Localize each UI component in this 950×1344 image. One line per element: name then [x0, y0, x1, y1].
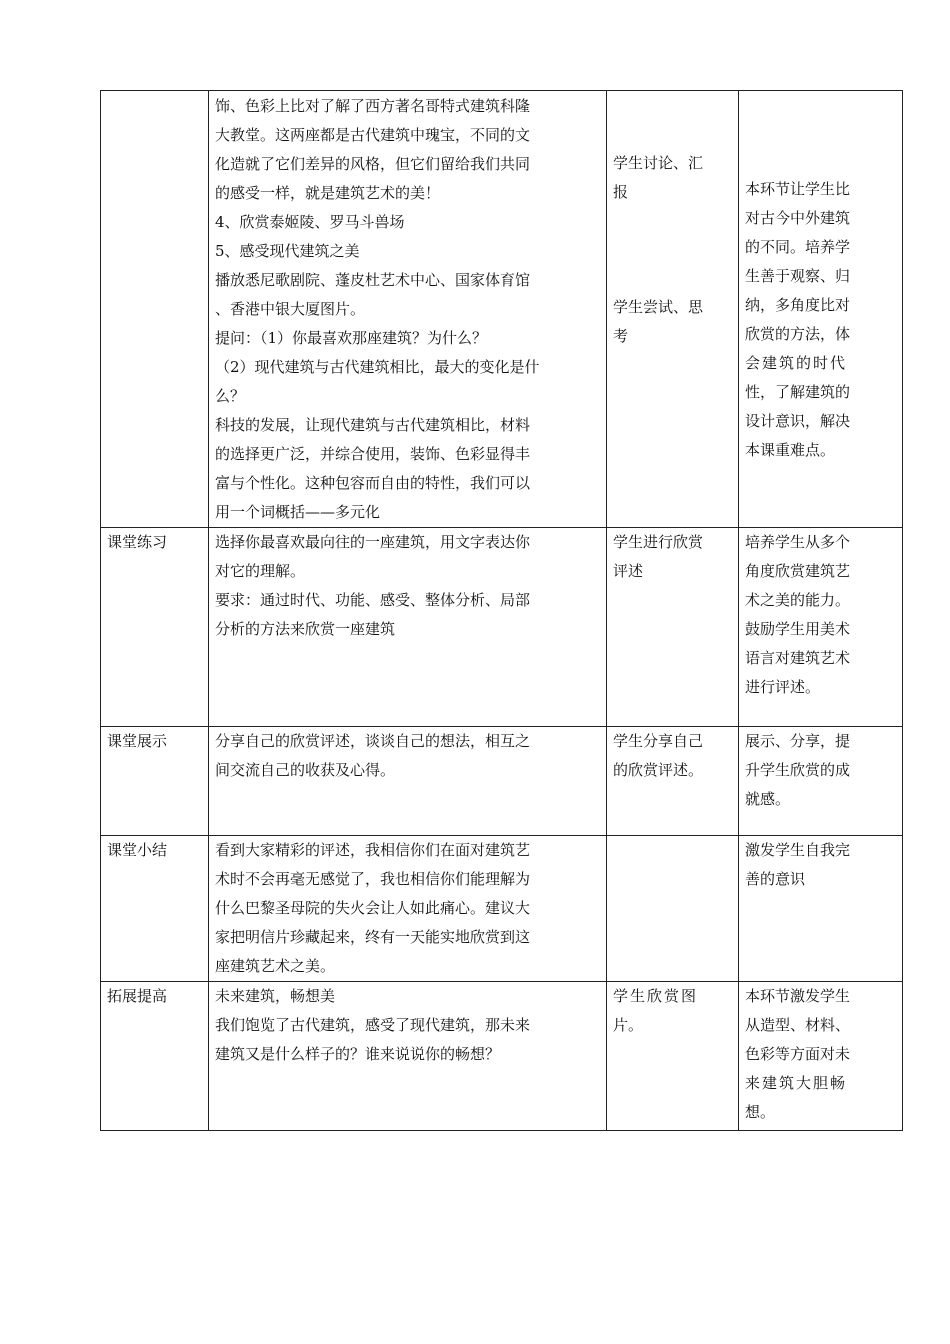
content-line: 富与个性化。这种包容而自由的特性，我们可以 — [215, 474, 531, 492]
intent-line: 语言对建筑艺术 — [745, 649, 851, 667]
content-line: 么？ — [215, 387, 246, 405]
content-line: （2）现代建筑与古代建筑相比，最大的变化是什 — [215, 358, 540, 376]
design-intent-cell — [739, 727, 903, 836]
stage-cell — [101, 91, 209, 528]
student-activity-line: 片。 — [613, 1016, 644, 1034]
content-cell — [209, 727, 607, 836]
student-activity-line: 学生欣赏图 — [613, 987, 699, 1005]
content-line: 5、感受现代建筑之美 — [215, 242, 360, 260]
table-row — [101, 836, 903, 982]
intent-line: 就感。 — [745, 790, 791, 808]
table-row — [101, 982, 903, 1131]
lesson-plan-table — [100, 90, 903, 1131]
intent-line: 会建筑的时代 — [745, 354, 848, 372]
stage-cell — [101, 982, 209, 1131]
content-line: 对它的理解。 — [215, 562, 306, 580]
intent-line: 升学生欣赏的成 — [745, 761, 851, 779]
stage-cell — [101, 836, 209, 982]
student-activity-line: 学生尝试、思 — [613, 298, 704, 316]
intent-line: 鼓励学生用美术 — [745, 620, 851, 638]
intent-line: 进行评述。 — [745, 678, 821, 696]
intent-line: 角度欣赏建筑艺 — [745, 562, 851, 580]
intent-line: 性，了解建筑的 — [745, 383, 851, 401]
content-line: 未来建筑，畅想美 — [215, 987, 336, 1005]
content-line: 建筑又是什么样子的？谁来说说你的畅想？ — [215, 1045, 501, 1063]
student-activity-line: 报 — [613, 183, 629, 201]
table-row — [101, 727, 903, 836]
intent-line: 生善于观察、归 — [745, 267, 851, 285]
intent-line: 本环节让学生比 — [745, 180, 851, 198]
student-activity-line: 的欣赏评述。 — [613, 761, 704, 779]
intent-line: 想。 — [745, 1103, 776, 1121]
student-activity-cell — [607, 836, 739, 982]
content-line: 大教堂。这两座都是古代建筑中瑰宝，不同的文 — [215, 126, 531, 144]
intent-line: 色彩等方面对未 — [745, 1045, 851, 1063]
stage-label: 课堂展示 — [107, 732, 168, 750]
design-intent-cell — [739, 982, 903, 1131]
content-line: 术时不会再毫无感觉了，我也相信你们能理解为 — [215, 870, 531, 888]
intent-line: 来建筑大胆畅 — [745, 1074, 848, 1092]
intent-line: 展示、分享，提 — [745, 732, 851, 750]
student-activity-line: 评述 — [613, 562, 644, 580]
design-intent-cell — [739, 528, 903, 727]
student-activity-cell — [607, 982, 739, 1131]
intent-line: 从造型、材料、 — [745, 1016, 851, 1034]
intent-line: 设计意识，解决 — [745, 412, 851, 430]
student-activity-cell — [607, 528, 739, 727]
content-cell — [209, 836, 607, 982]
intent-line: 对古今中外建筑 — [745, 209, 851, 227]
content-line: 化造就了它们差异的风格，但它们留给我们共同 — [215, 155, 531, 173]
intent-line: 激发学生自我完 — [745, 841, 851, 859]
student-activity-line: 学生讨论、汇 — [613, 154, 704, 172]
stage-label: 拓展提高 — [107, 987, 168, 1005]
stage-label: 课堂小结 — [107, 841, 168, 859]
intent-line: 本课重难点。 — [745, 441, 836, 459]
content-line: 科技的发展，让现代建筑与古代建筑相比，材料 — [215, 416, 531, 434]
student-activity-cell — [607, 91, 739, 528]
content-line: 饰、色彩上比对了解了西方著名哥特式建筑科隆 — [215, 97, 531, 115]
student-activity-line: 考 — [613, 327, 629, 345]
content-line: 什么巴黎圣母院的失火会让人如此痛心。建议大 — [215, 899, 531, 917]
content-line: 提问：（1）你最喜欢那座建筑？为什么？ — [215, 329, 488, 347]
content-line: 选择你最喜欢最向往的一座建筑，用文字表达你 — [215, 533, 531, 551]
content-line: 的感受一样，就是建筑艺术的美！ — [215, 184, 441, 202]
student-activity-line: 学生进行欣赏 — [613, 533, 704, 551]
content-line: 分析的方法来欣赏一座建筑 — [215, 620, 396, 638]
intent-line: 的不同。培养学 — [745, 238, 851, 256]
intent-line: 善的意识 — [745, 870, 806, 888]
intent-line: 本环节激发学生 — [745, 987, 851, 1005]
content-line: 要求：通过时代、功能、感受、整体分析、局部 — [215, 591, 531, 609]
content-cell — [209, 91, 607, 528]
intent-line: 培养学生从多个 — [745, 533, 851, 551]
content-cell — [209, 528, 607, 727]
content-line: 播放悉尼歌剧院、蓬皮杜艺术中心、国家体育馆 — [215, 271, 531, 289]
student-activity-line: 学生分享自己 — [613, 732, 704, 750]
content-line: 4、欣赏泰姬陵、罗马斗兽场 — [215, 213, 405, 231]
student-activity-cell — [607, 727, 739, 836]
content-line: 座建筑艺术之美。 — [215, 957, 336, 975]
design-intent-cell — [739, 836, 903, 982]
content-line: 、香港中银大厦图片。 — [215, 300, 366, 318]
content-line: 用一个词概括——多元化 — [215, 503, 381, 521]
intent-line: 术之美的能力。 — [745, 591, 851, 609]
intent-line: 纳，多角度比对 — [745, 296, 851, 314]
content-line: 间交流自己的收获及心得。 — [215, 761, 396, 779]
design-intent-cell — [739, 91, 903, 528]
stage-label: 课堂练习 — [107, 533, 168, 551]
content-line: 我们饱览了古代建筑，感受了现代建筑，那未来 — [215, 1016, 531, 1034]
table-row — [101, 528, 903, 727]
content-line: 家把明信片珍藏起来，终有一天能实地欣赏到这 — [215, 928, 531, 946]
intent-line: 欣赏的方法，体 — [745, 325, 851, 343]
content-cell — [209, 982, 607, 1131]
content-line: 分享自己的欣赏评述，谈谈自己的想法，相互之 — [215, 732, 531, 750]
table-row — [101, 91, 903, 528]
stage-cell — [101, 528, 209, 727]
content-line: 看到大家精彩的评述，我相信你们在面对建筑艺 — [215, 841, 531, 859]
stage-cell — [101, 727, 209, 836]
content-line: 的选择更广泛，并综合使用，装饰、色彩显得丰 — [215, 445, 531, 463]
